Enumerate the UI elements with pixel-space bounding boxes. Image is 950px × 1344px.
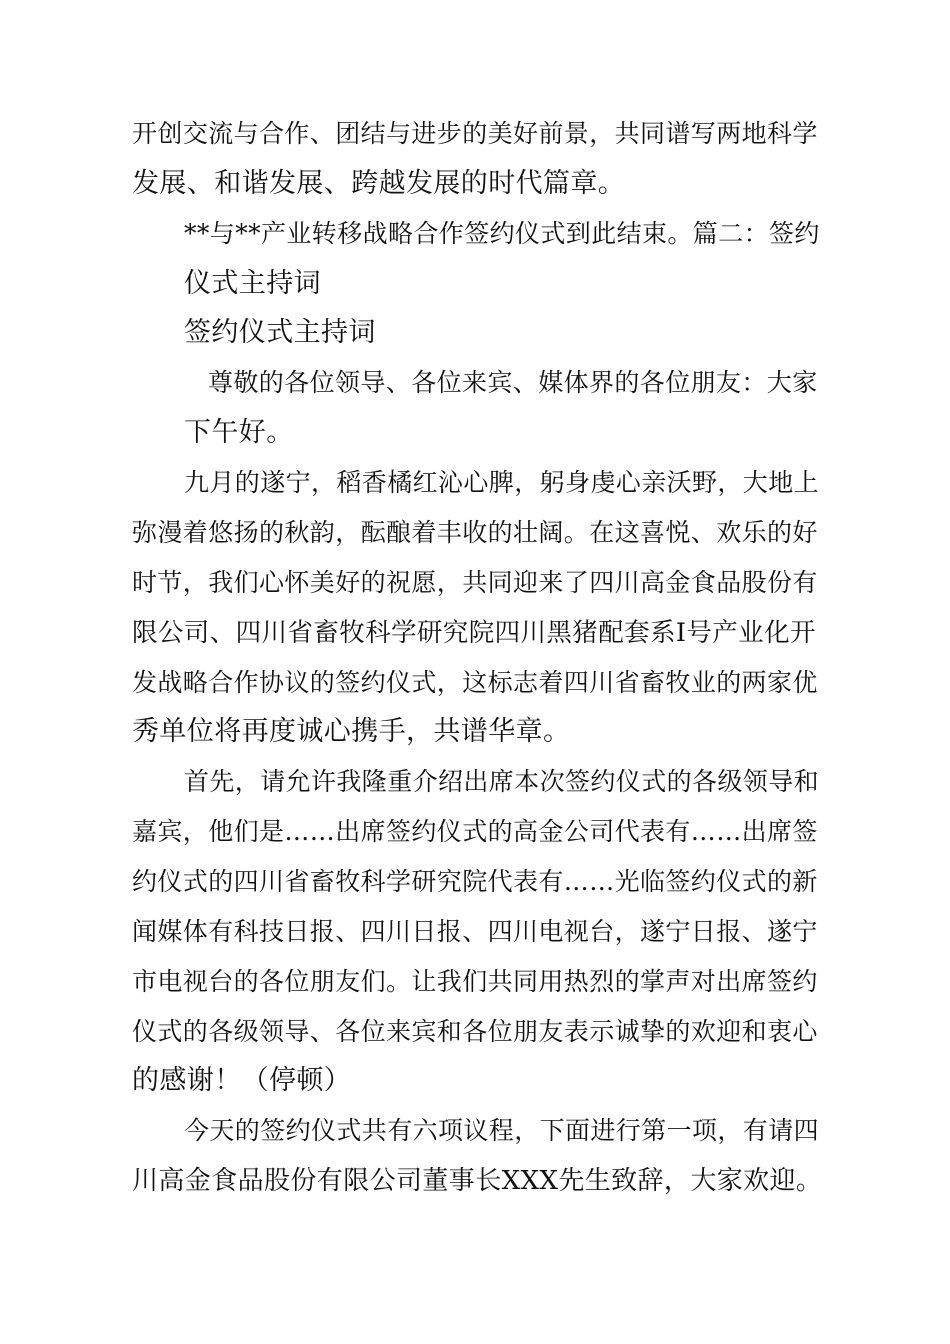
text-line: **与**产业转移战略合作签约仪式到此结束。篇二：签约 <box>184 219 820 248</box>
text-line: 时节，我们心怀美好的祝愿，共同迎来了四川高金食品股份有 <box>132 568 818 597</box>
text-line: 约仪式的四川省畜牧科学研究院代表有……光临签约仪式的新 <box>132 867 818 896</box>
text-line: 嘉宾，他们是……出席签约仪式的高金公司代表有……出席签 <box>132 817 818 846</box>
section-heading: 签约仪式主持词 <box>184 317 376 348</box>
text-line: 首先，请允许我隆重介绍出席本次签约仪式的各级领导和 <box>184 767 820 796</box>
text-line: 仪式的各级领导、各位来宾和各位朋友表示诚挚的欢迎和衷心 <box>132 1017 818 1046</box>
text-line: 下午好。 <box>184 417 294 448</box>
text-line: 仪式主持词 <box>184 268 321 299</box>
text-line: 川高金食品股份有限公司董事长XXX先生致辞，大家欢迎。 <box>132 1166 823 1196</box>
text-line: 尊敬的各位领导、各位来宾、媒体界的各位朋友：大家 <box>208 368 818 397</box>
text-line: 发战略合作协议的签约仪式，这标志着四川省畜牧业的两家优 <box>132 668 818 697</box>
text-line: 市电视台的各位朋友们。让我们共同用热烈的掌声对出席签约 <box>132 967 818 996</box>
text-line: 弥漫着悠扬的秋韵，酝酿着丰收的壮阔。在这喜悦、欢乐的好 <box>132 518 818 547</box>
text-line: 秀单位将再度诚心携手，共谱华章。 <box>132 716 571 747</box>
text-line: 发展、和谐发展、跨越发展的时代篇章。 <box>132 168 626 199</box>
text-line: 九月的遂宁，稻香橘红沁心脾，躬身虔心亲沃野，大地上 <box>184 468 820 497</box>
text-line: 的感谢！（停顿） <box>132 1065 352 1096</box>
text-line: 开创交流与合作、团结与进步的美好前景，共同谱写两地科学 <box>132 119 818 148</box>
text-line: 闻媒体有科技日报、四川日报、四川电视台，遂宁日报、遂宁 <box>132 917 818 946</box>
text-line: 限公司、四川省畜牧科学研究院四川黑猪配套系Ⅰ号产业化开 <box>132 618 816 648</box>
text-line: 今天的签约仪式共有六项议程，下面进行第一项，有请四 <box>184 1116 820 1145</box>
